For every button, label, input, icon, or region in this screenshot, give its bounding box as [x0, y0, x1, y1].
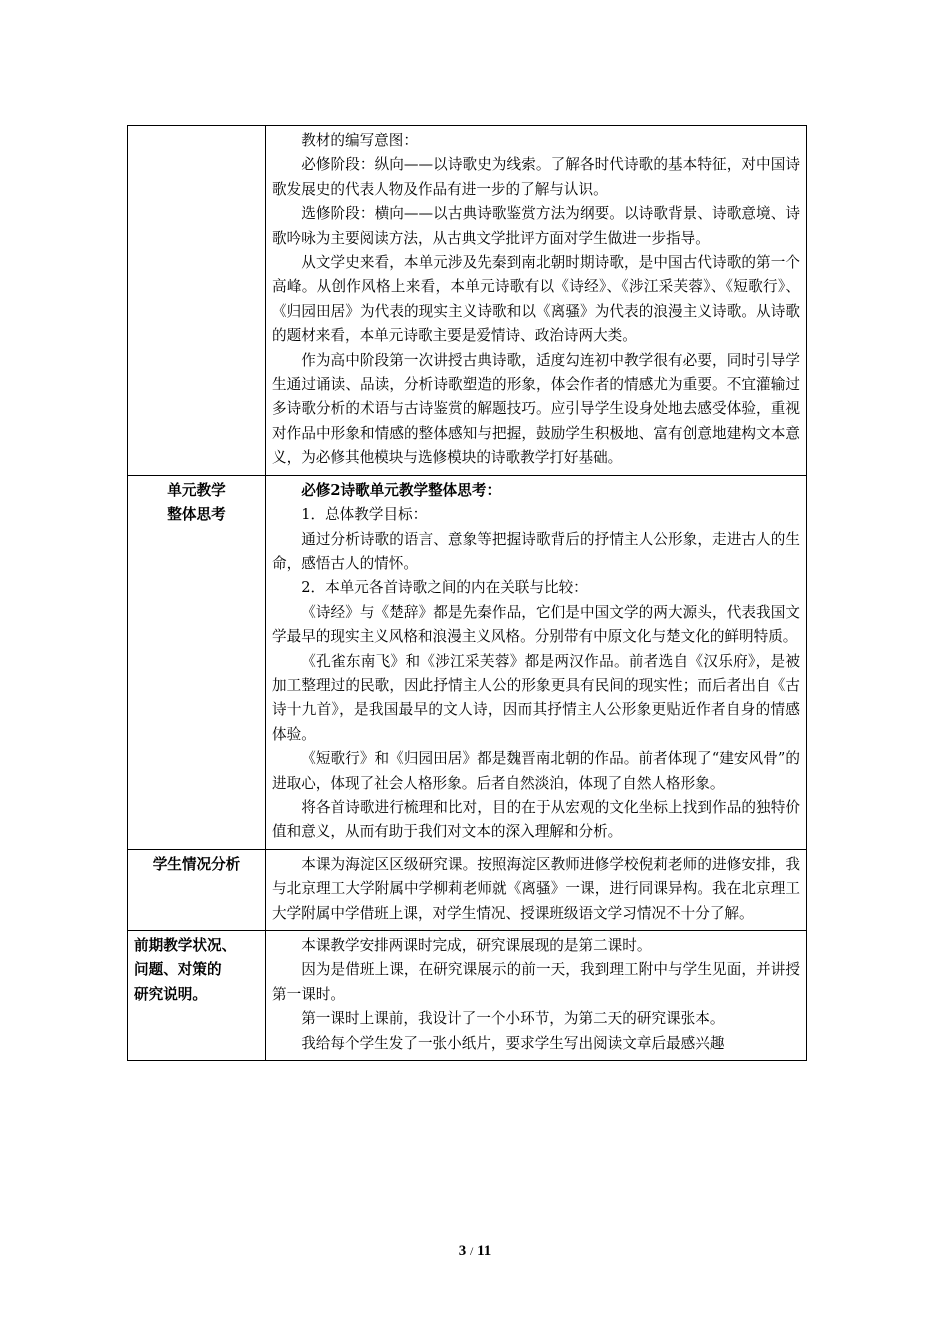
row-content-student-analysis [266, 849, 807, 930]
row-content-textbook-intent [266, 126, 807, 476]
row-label-line: 学生情况分析 [152, 855, 241, 873]
paragraph: 《孔雀东南飞》和《涉江采芙蓉》都是两汉作品。前者选自《汉乐府》，是被加工整理过的民歌，因此抒情主人公的形象更具有民间的现实性；而后者出自《古诗十九首》，是我国最早的文人诗，因而其抒情主人公形象更贴近作者自身的情感体验。 [272, 652, 800, 743]
table-row [128, 931, 807, 1061]
row-label-line: 单元教学 [167, 481, 226, 499]
row-label-line: 研究说明。 [134, 985, 207, 1003]
paragraph: 通过分析诗歌的语言、意象等把握诗歌背后的抒情主人公形象，走进古人的生命，感悟古人的情怀。 [272, 530, 800, 572]
paragraph: 《诗经》与《楚辞》都是先秦作品，它们是中国文学的两大源头，代表我国文学最早的现实主义风格和浪漫主义风格。分别带有中原文化与楚文化的鲜明特质。 [272, 603, 800, 646]
row-label-unit-thinking [128, 475, 266, 849]
paragraph: 本课为海淀区区级研究课。按照海淀区教师进修学校倪莉老师的进修安排，我与北京理工大学附属中学柳莉老师就《离骚》一课，进行同课异构。我在北京理工大学附属中学借班上课，对学生情况、授课班级语文学习情况不十分了解。 [272, 855, 800, 922]
section-heading: 必修2诗歌单元教学整体思考： [301, 481, 502, 499]
row-label-student-analysis [128, 849, 266, 930]
paragraph: 我给每个学生发了一张小纸片，要求学生写出阅读文章后最感兴趣 [301, 1034, 725, 1052]
paragraph: 从文学史来看，本单元涉及先秦到南北朝时期诗歌，是中国古代诗歌的第一个高峰。从创作风格上来看，本单元诗歌有以《诗经》、《涉江采芙蓉》、《短歌行》、《归园田居》为代表的现实主义诗歌和以《离骚》为代表的浪漫主义诗歌。从诗歌的题材来看，本单元诗歌主要是爱情诗、政治诗两大类。 [272, 254, 800, 345]
paragraph: 本课教学安排两课时完成，研究课展现的是第二课时。 [301, 937, 652, 954]
paragraph: 1．总体教学目标： [301, 506, 428, 524]
row-label-line: 问题、对策的 [134, 961, 222, 979]
paragraph: 第一课时上课前，我设计了一个小环节，为第二天的研究课张本。 [301, 1010, 725, 1028]
row-label-line: 前期教学状况、 [134, 937, 237, 954]
paragraph: 必修阶段：纵向——以诗歌史为线索。了解各时代诗歌的基本特征，对中国诗歌发展史的代表人物及作品有进一步的了解与认识。 [272, 156, 800, 198]
row-label-empty [128, 126, 266, 476]
row-label-line: 整体思考 [167, 506, 226, 524]
page-total: 11 [477, 1243, 492, 1259]
paragraph: 2．本单元各首诗歌之间的内在关联与比较： [301, 579, 588, 597]
table-row [128, 849, 807, 930]
paragraph: 教材的编写意图： [301, 132, 418, 149]
row-content-prior-teaching [266, 931, 807, 1061]
page-number [0, 1243, 950, 1260]
row-content-unit-thinking [266, 475, 807, 849]
table-row [128, 475, 807, 849]
paragraph: 将各首诗歌进行梳理和比对，目的在于从宏观的文化坐标上找到作品的独特价值和意义，从而有助于我们对文本的深入理解和分析。 [272, 798, 800, 841]
row-label-prior-teaching [128, 931, 266, 1061]
paragraph: 《短歌行》和《归园田居》都是魏晋南北朝的作品。前者体现了“建安风骨”的进取心，体现了社会人格形象。后者自然淡泊，体现了自然人格形象。 [272, 750, 800, 792]
page-separator: / [469, 1244, 474, 1258]
paragraph: 因为是借班上课，在研究课展示的前一天，我到理工附中与学生见面，并讲授第一课时。 [272, 961, 800, 1003]
page-current: 3 [458, 1243, 467, 1259]
paragraph: 作为高中阶段第一次讲授古典诗歌，适度勾连初中教学很有必要，同时引导学生通过诵读、品读，分析诗歌塑造的形象，体会作者的情感尤为重要。不宜灌输过多诗歌分析的术语与古诗鉴赏的解题技巧。应引导学生设身处地去感受体验，重视对作品中形象和情感的整体感知与把握，鼓励学生积极地、富有创意地建构文本意义，为必修其他模块与选修模块的诗歌教学打好基础。 [272, 351, 800, 467]
lesson-plan-table [127, 125, 807, 1061]
paragraph: 选修阶段：横向——以古典诗歌鉴赏方法为纲要。以诗歌背景、诗歌意境、诗歌吟咏为主要阅读方法，从古典文学批评方面对学生做进一步指导。 [272, 205, 800, 247]
table-row [128, 126, 807, 476]
